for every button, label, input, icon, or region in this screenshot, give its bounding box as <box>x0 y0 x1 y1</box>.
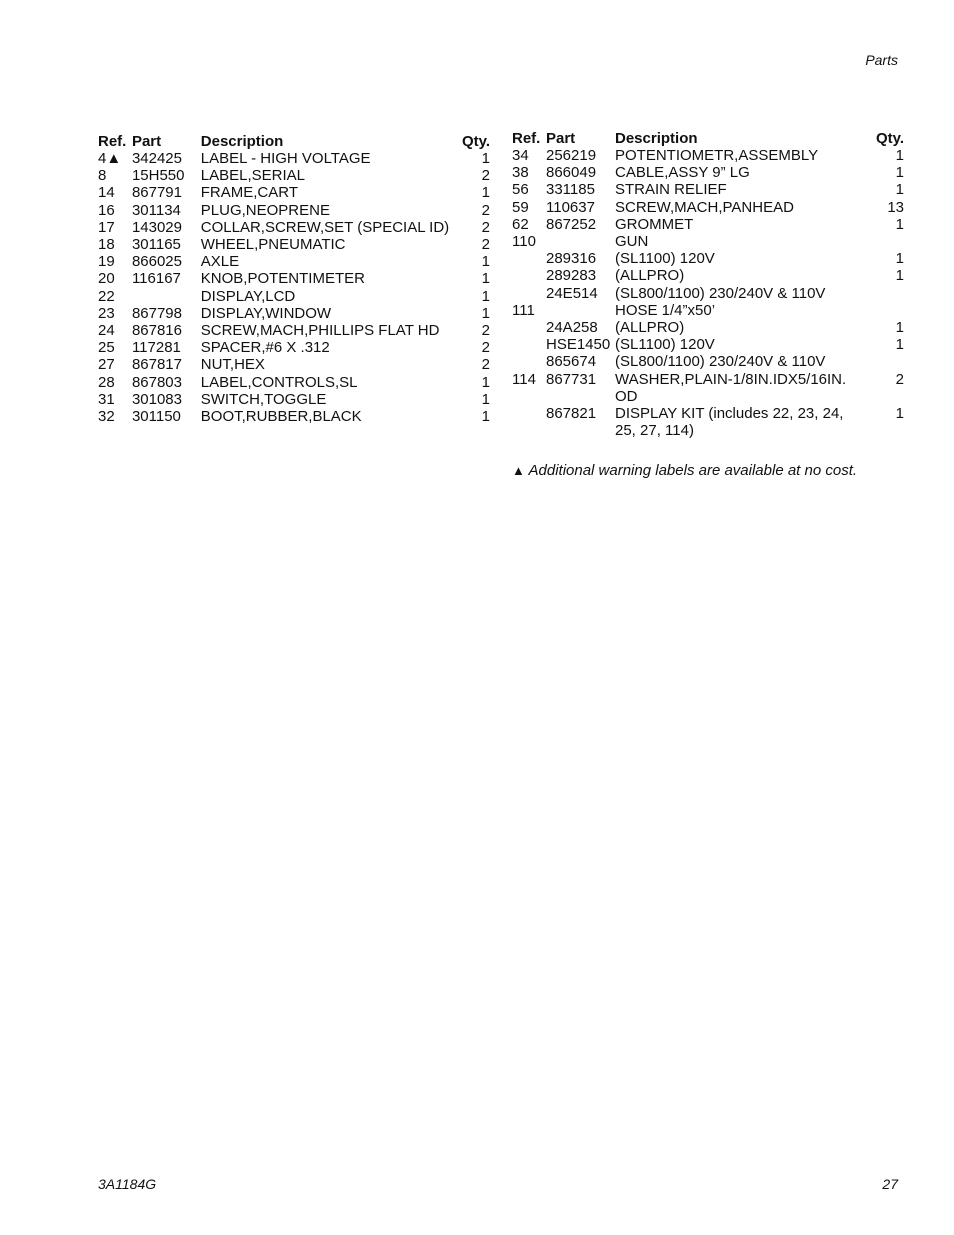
qty-cell: 2 <box>481 322 490 340</box>
table-row <box>512 371 904 405</box>
warning-note-text: Additional warning labels are available at no cost. <box>528 462 858 479</box>
qty-cell: 1 <box>895 250 904 268</box>
column-header-description: Description <box>615 130 698 147</box>
description-cell: POTENTIOMETR,ASSEMBLY <box>615 147 819 164</box>
part-cell: 867803 <box>131 373 182 391</box>
qty-cell: 1 <box>481 253 490 271</box>
qty-cell: 1 <box>481 150 490 167</box>
ref-cell: 8 <box>98 167 107 185</box>
column-header-description: Description <box>200 133 284 150</box>
qty-cell <box>867 353 904 370</box>
ref-cell: 38 <box>512 164 529 182</box>
part-cell <box>546 302 615 319</box>
table-row <box>512 216 904 233</box>
qty-cell: 1 <box>481 184 490 202</box>
ref-cell: 18 <box>98 236 115 254</box>
qty-cell: 1 <box>895 267 904 285</box>
table-row <box>98 150 490 167</box>
part-cell: 342425 <box>131 150 182 167</box>
part-cell: 15H550 <box>131 167 185 185</box>
table-row <box>98 356 490 373</box>
part-cell: 867817 <box>131 356 182 374</box>
table-row <box>512 353 904 370</box>
parts-table-left <box>98 130 490 425</box>
table-row <box>98 391 490 408</box>
part-cell: HSE1450 <box>546 336 611 354</box>
description-cell: SCREW,MACH,PHILLIPS FLAT HD <box>200 322 440 340</box>
ref-cell <box>512 267 546 284</box>
description-cell: (SL1100) 120V <box>615 250 715 268</box>
table-row <box>512 302 904 319</box>
table-row <box>98 408 490 425</box>
table-row <box>512 405 904 439</box>
ref-cell <box>512 405 546 439</box>
qty-cell: 1 <box>895 215 904 233</box>
description-cell: HOSE 1/4”x50’ <box>615 301 716 319</box>
part-cell: 301150 <box>131 408 181 426</box>
description-cell: AXLE <box>200 253 240 271</box>
ref-cell: 14 <box>98 184 115 202</box>
part-cell: 867731 <box>546 370 597 388</box>
part-cell: 24E514 <box>546 284 598 302</box>
qty-cell: 1 <box>481 270 490 288</box>
warning-note <box>512 462 857 479</box>
description-cell: SWITCH,TOGGLE <box>200 390 327 408</box>
table-row <box>512 285 904 302</box>
qty-cell: 1 <box>895 405 904 423</box>
qty-cell: 2 <box>481 356 490 374</box>
qty-cell: 2 <box>481 339 490 357</box>
description-cell: LABEL,SERIAL <box>200 167 305 185</box>
description-cell: FRAME,CART <box>200 184 298 202</box>
qty-cell: 1 <box>481 304 490 322</box>
description-cell: COLLAR,SCREW,SET (SPECIAL ID) <box>200 218 450 236</box>
page-number: 27 <box>882 1176 898 1192</box>
qty-cell: 1 <box>895 181 904 199</box>
column-header-qty: Qty. <box>461 133 490 150</box>
description-cell: DISPLAY,LCD <box>200 287 296 305</box>
part-cell: 289316 <box>546 250 597 268</box>
parts-table-right-body <box>512 147 904 439</box>
table-row <box>98 184 490 201</box>
description-cell: PLUG,NEOPRENE <box>200 201 330 219</box>
qty-cell: 1 <box>895 336 904 354</box>
part-cell: 331185 <box>546 181 595 199</box>
column-header-ref: Ref. <box>98 133 127 150</box>
part-cell: 867252 <box>546 215 597 233</box>
parts-table-left-body <box>98 150 490 425</box>
column-header-part: Part <box>131 133 162 150</box>
ref-cell: 19 <box>98 253 115 271</box>
ref-cell: 114 <box>512 370 536 388</box>
parts-table-right <box>512 127 904 439</box>
table-row <box>98 305 490 322</box>
part-cell <box>132 288 201 305</box>
table-row <box>512 319 904 336</box>
part-cell: 867798 <box>131 304 182 322</box>
description-cell: (SL800/1100) 230/240V & 110V <box>615 284 826 302</box>
qty-cell: 2 <box>481 218 490 236</box>
column-header-ref: Ref. <box>512 130 541 147</box>
table-row <box>98 322 490 339</box>
table-row <box>512 233 904 250</box>
description-cell: STRAIN RELIEF <box>615 181 727 199</box>
table-row <box>98 253 490 270</box>
ref-cell: 20 <box>98 270 115 288</box>
part-cell: 301134 <box>131 201 181 219</box>
part-cell: 116167 <box>131 270 181 288</box>
ref-cell: 27 <box>98 356 115 374</box>
part-cell: 289283 <box>546 267 597 285</box>
description-cell: (SL800/1100) 230/240V & 110V <box>615 353 826 371</box>
qty-cell: 1 <box>481 390 490 408</box>
qty-cell: 1 <box>481 373 490 391</box>
ref-cell: 111 <box>512 301 535 319</box>
ref-cell: 22 <box>98 287 115 305</box>
ref-cell: 62 <box>512 215 529 233</box>
ref-cell: 32 <box>98 408 115 426</box>
description-cell: LABEL,CONTROLS,SL <box>200 373 358 391</box>
ref-cell: 16 <box>98 201 115 219</box>
table-header-row <box>512 127 904 147</box>
qty-cell: 2 <box>481 236 490 254</box>
description-cell: (ALLPRO) <box>615 319 685 337</box>
description-cell: DISPLAY,WINDOW <box>200 304 332 322</box>
qty-cell: 1 <box>895 164 904 182</box>
part-cell: 867816 <box>131 322 182 340</box>
table-row <box>512 147 904 164</box>
description-cell: GROMMET <box>615 215 694 233</box>
part-cell: 301165 <box>131 236 181 254</box>
warning-triangle-icon: ▲ <box>512 463 525 478</box>
table-row <box>98 270 490 287</box>
column-header-part: Part <box>546 130 576 147</box>
description-cell: LABEL - HIGH VOLTAGE <box>200 150 371 167</box>
qty-cell <box>867 302 904 319</box>
table-row <box>512 181 904 198</box>
table-row <box>98 167 490 184</box>
description-cell: GUN <box>615 233 649 251</box>
ref-cell <box>512 353 546 370</box>
qty-cell <box>867 285 904 302</box>
qty-cell: 2 <box>895 370 904 388</box>
ref-cell: 4▲ <box>98 150 122 167</box>
ref-cell <box>512 319 546 336</box>
description-cell: SPACER,#6 X .312 <box>200 339 330 357</box>
ref-cell <box>512 250 546 267</box>
table-row <box>98 339 490 356</box>
table-row <box>98 374 490 391</box>
description-cell: WASHER,PLAIN-1/8IN.IDX5/16IN. OD <box>615 370 847 405</box>
table-header-row <box>98 130 490 150</box>
description-cell: DISPLAY KIT (includes 22, 23, 24, 25, 27, 114) <box>615 405 844 440</box>
ref-cell: 34 <box>512 147 529 164</box>
ref-cell: 24 <box>98 322 115 340</box>
description-cell: SCREW,MACH,PANHEAD <box>615 198 794 216</box>
table-row <box>512 199 904 216</box>
ref-cell: 17 <box>98 218 115 236</box>
ref-cell: 23 <box>98 304 115 322</box>
part-cell: 143029 <box>131 218 182 236</box>
description-cell: (SL1100) 120V <box>615 336 715 354</box>
description-cell: (ALLPRO) <box>615 267 685 285</box>
table-row <box>512 336 904 353</box>
part-cell <box>546 233 615 250</box>
part-cell: 865674 <box>546 353 597 371</box>
description-cell: WHEEL,PNEUMATIC <box>200 236 346 254</box>
qty-cell: 13 <box>887 198 904 216</box>
table-row <box>512 250 904 267</box>
qty-cell: 2 <box>481 201 490 219</box>
description-cell: CABLE,ASSY 9” LG <box>615 164 750 182</box>
ref-cell: 56 <box>512 181 529 199</box>
table-row <box>98 202 490 219</box>
description-cell: NUT,HEX <box>200 356 265 374</box>
part-cell: 867791 <box>131 184 182 202</box>
qty-cell: 1 <box>481 287 490 305</box>
section-title: Parts <box>865 52 898 68</box>
document-number: 3A1184G <box>98 1176 157 1192</box>
part-cell: 24A258 <box>546 319 598 337</box>
part-cell: 117281 <box>131 339 181 357</box>
ref-cell <box>512 336 546 353</box>
table-row <box>98 219 490 236</box>
part-cell: 867821 <box>546 405 597 423</box>
part-cell: 866049 <box>546 164 597 182</box>
table-row <box>98 236 490 253</box>
qty-cell: 2 <box>481 167 490 185</box>
ref-cell: 28 <box>98 373 115 391</box>
part-cell: 301083 <box>131 390 182 408</box>
qty-cell: 1 <box>895 319 904 337</box>
description-cell: KNOB,POTENTIMETER <box>200 270 365 288</box>
ref-cell <box>512 285 546 302</box>
table-row <box>98 288 490 305</box>
qty-cell: 1 <box>481 408 490 426</box>
description-cell: BOOT,RUBBER,BLACK <box>200 408 362 426</box>
part-cell: 110637 <box>546 198 595 216</box>
part-cell: 866025 <box>131 253 182 271</box>
ref-cell: 59 <box>512 198 529 216</box>
table-row <box>512 164 904 181</box>
ref-cell: 31 <box>98 390 115 408</box>
qty-cell: 1 <box>895 147 904 164</box>
ref-cell: 25 <box>98 339 115 357</box>
column-header-qty: Qty. <box>875 130 904 147</box>
ref-cell: 110 <box>512 233 536 251</box>
table-row <box>512 267 904 284</box>
part-cell: 256219 <box>546 147 597 164</box>
qty-cell <box>867 233 904 250</box>
